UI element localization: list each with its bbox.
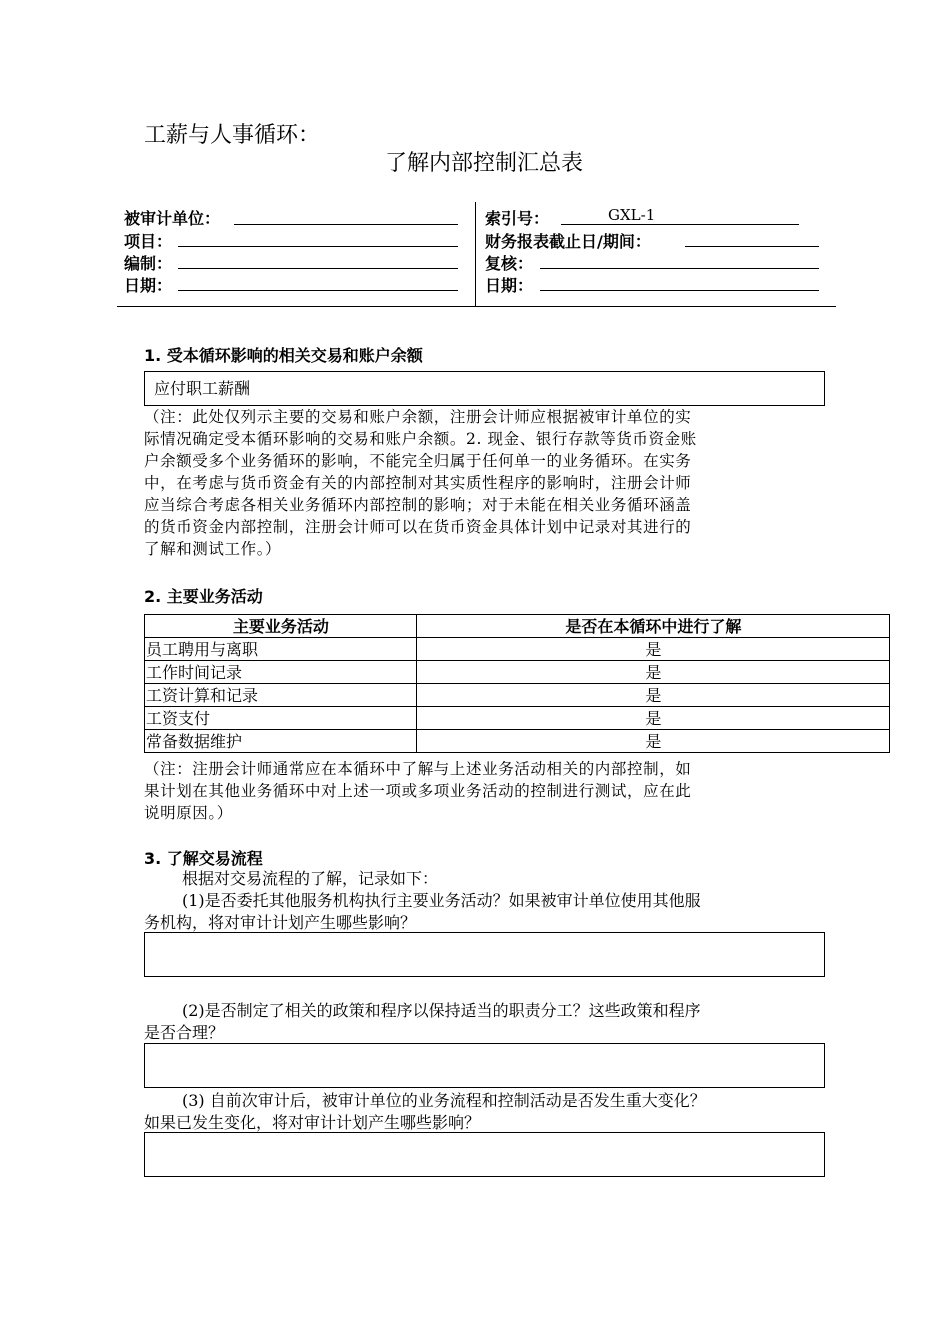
activity-cell: 员工聘用与离职	[145, 638, 417, 661]
note-line: 际情况确定受本循环影响的交易和账户余额。2. 现金、银行存款等货币资金账	[144, 430, 697, 448]
date-label-left: 日期：	[124, 276, 173, 295]
section1-title: 1. 受本循环影响的相关交易和账户余额	[144, 346, 423, 365]
accounts-value: 应付职工薪酬	[154, 379, 251, 398]
accounts-box[interactable]	[144, 371, 825, 406]
note-line: 果计划在其他业务循环中对上述一项或多项业务活动的控制进行测试，应在此	[144, 782, 692, 800]
table-row	[145, 730, 890, 753]
section3-intro: 根据对交易流程的了解，记录如下：	[182, 869, 439, 888]
question3-line2: 如果已发生变化，将对审计计划产生哪些影响？	[144, 1113, 481, 1132]
note-line: 户余额受多个业务循环的影响，不能完全归属于任何单一的业务循环。在实务	[144, 452, 692, 470]
question2-answer-box[interactable]	[144, 1043, 825, 1088]
review-field[interactable]	[540, 268, 819, 269]
prepared-field[interactable]	[178, 268, 458, 269]
activities-table	[144, 614, 890, 753]
note-line: 说明原因。）	[144, 804, 233, 822]
table-row	[145, 707, 890, 730]
project-field[interactable]	[178, 246, 458, 247]
auditee-label: 被审计单位：	[124, 209, 221, 228]
understood-cell[interactable]: 是	[416, 661, 889, 684]
understood-cell[interactable]: 是	[416, 707, 889, 730]
date-field-left[interactable]	[178, 290, 458, 291]
table-row	[145, 661, 890, 684]
question1-answer-box[interactable]	[144, 932, 825, 977]
page-subtitle: 了解内部控制汇总表	[385, 151, 584, 176]
index-value: GXL-1	[608, 206, 656, 224]
note-line: 的货币资金内部控制，注册会计师可以在货币资金具体计划中记录对其进行的	[144, 518, 692, 536]
table-row	[145, 684, 890, 707]
understood-cell[interactable]: 是	[416, 684, 889, 707]
auditee-field[interactable]	[234, 224, 458, 225]
date-field-right[interactable]	[540, 290, 819, 291]
project-label: 项目：	[124, 232, 173, 251]
page-title: 工薪与人事循环：	[144, 123, 321, 148]
note-line: 了解和测试工作。）	[144, 540, 282, 558]
question3-answer-box[interactable]	[144, 1132, 825, 1177]
question3-line1: (3) 自前次审计后，被审计单位的业务流程和控制活动是否发生重大变化？	[182, 1091, 706, 1110]
activity-cell: 工资计算和记录	[145, 684, 417, 707]
note-line: （注：注册会计师通常应在本循环中了解与上述业务活动相关的内部控制，如	[144, 760, 692, 778]
question1-line2: 务机构，将对审计计划产生哪些影响？	[144, 913, 417, 932]
section2-title: 2. 主要业务活动	[144, 587, 263, 606]
header-bottom-rule	[117, 306, 836, 307]
activity-cell: 工资支付	[145, 707, 417, 730]
section2-note	[144, 758, 691, 824]
section1-note	[144, 406, 697, 560]
period-field[interactable]	[685, 246, 819, 247]
period-label: 财务报表截止日/期间：	[485, 232, 651, 251]
table-row	[145, 638, 890, 661]
note-line: 应当综合考虑各相关业务循环内部控制的影响；对于未能在相关业务循环涵盖	[144, 496, 692, 514]
index-label: 索引号：	[485, 209, 550, 228]
activity-cell: 工作时间记录	[145, 661, 417, 684]
question2-line2: 是否合理？	[144, 1023, 225, 1042]
table-header-row	[145, 615, 890, 638]
column-header-activity: 主要业务活动	[145, 615, 417, 638]
note-line: （注：此处仅列示主要的交易和账户余额，注册会计师应根据被审计单位的实	[144, 408, 692, 426]
review-label: 复核：	[485, 254, 534, 273]
question2-line1: (2)是否制定了相关的政策和程序以保持适当的职责分工？这些政策和程序	[182, 1001, 701, 1020]
section3-title: 3. 了解交易流程	[144, 849, 263, 868]
header-divider	[475, 202, 476, 306]
activity-cell: 常备数据维护	[145, 730, 417, 753]
column-header-understood: 是否在本循环中进行了解	[416, 615, 889, 638]
question1-line1: (1)是否委托其他服务机构执行主要业务活动？如果被审计单位使用其他服	[182, 891, 701, 910]
prepared-label: 编制：	[124, 254, 173, 273]
understood-cell[interactable]: 是	[416, 730, 889, 753]
note-line: 中，在考虑与货币资金有关的内部控制对其实质性程序的影响时，注册会计师	[144, 474, 692, 492]
understood-cell[interactable]: 是	[416, 638, 889, 661]
index-field[interactable]	[561, 224, 799, 225]
date-label-right: 日期：	[485, 276, 534, 295]
